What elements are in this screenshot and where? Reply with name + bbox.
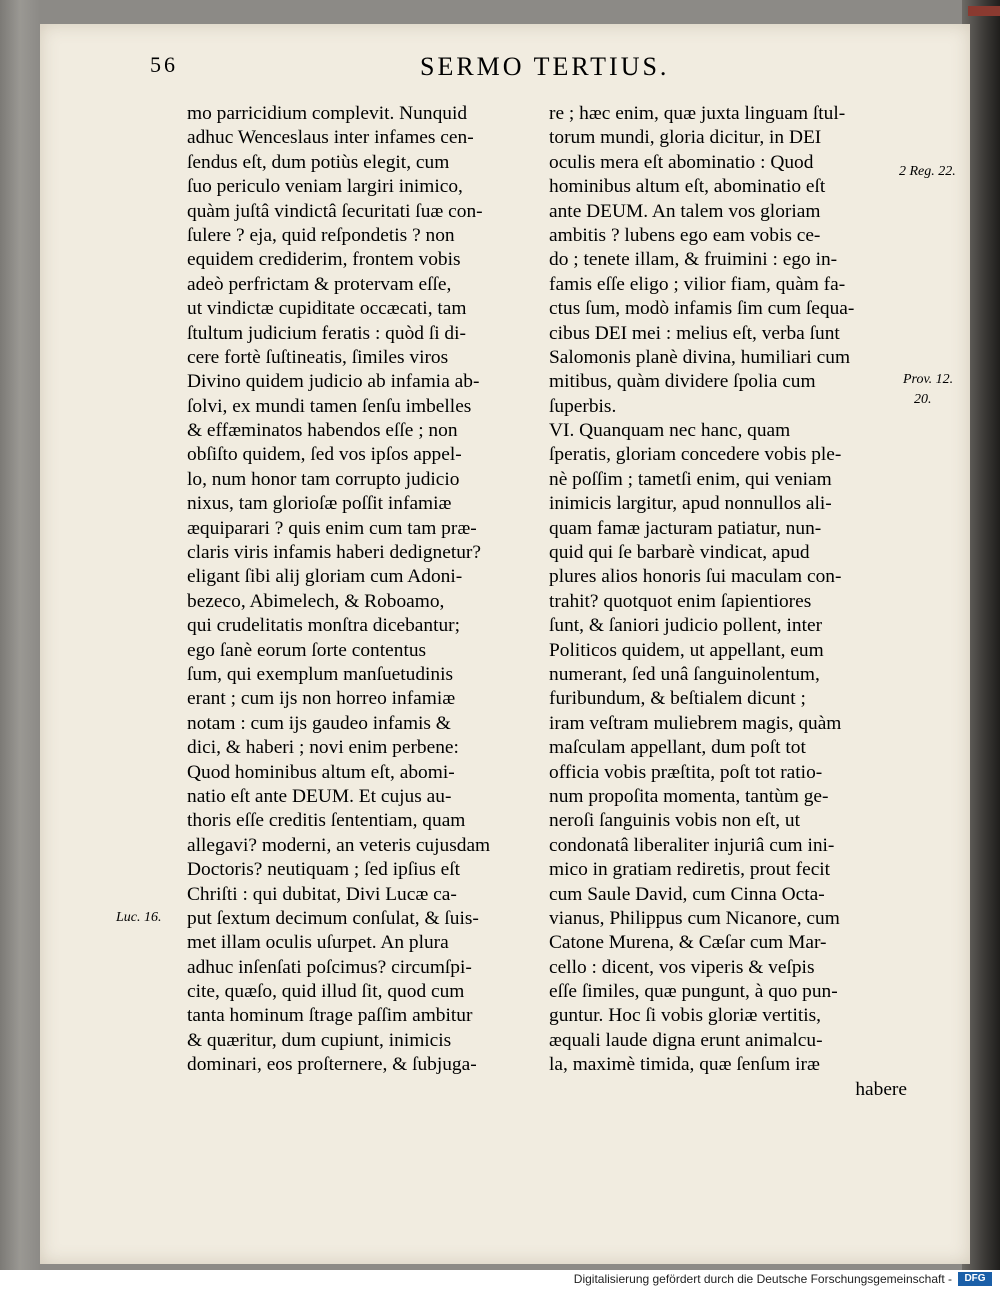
text-line: officia vobis præſtita, poſt tot ratio-: [549, 761, 823, 783]
text-line: ſunt, & ſaniori judicio pollent, inter: [549, 615, 823, 637]
text-line: ego ſanè eorum ſorte contentus: [187, 639, 427, 661]
text-line: mo parricidium complevit. Nunquid: [187, 103, 468, 124]
text-line: neroſi ſanguinis vobis non eſt, ut: [549, 810, 800, 832]
text-line: æquali laude digna erunt animalcu-: [549, 1029, 823, 1051]
text-line: vianus, Philippus cum Nicanore, cum: [549, 907, 840, 929]
text-line: equidem crediderim, frontem vobis: [187, 249, 461, 271]
text-line: Doctoris? neutiquam ; ſed ipſius eſt: [187, 859, 461, 881]
dfg-logo: DFG: [958, 1272, 992, 1286]
text-line: quam famæ jacturam patiatur, nun-: [549, 517, 822, 539]
text-line: hominibus altum eſt, abominatio eſt: [549, 176, 826, 198]
text-line: mico in gratiam rediretis, prout fecit: [549, 859, 831, 881]
text-line: ſtultum judicium feratis : quòd ſi di-: [187, 322, 466, 344]
text-line: cum Saule David, cum Cinna Octa-: [549, 883, 825, 905]
margin-note-luke: Luc. 16.: [116, 910, 162, 925]
text-line: quàm juſtâ vindictâ ſecuritati ſuæ con-: [187, 200, 483, 222]
text-line: Catone Murena, & Cæſar cum Mar-: [549, 932, 827, 954]
text-line: cello : dicent, vos viperis & veſpis: [549, 956, 815, 978]
text-line: nixus, tam glorioſæ poſſit infamiæ: [187, 493, 452, 515]
text-line: mitibus, quàm dividere ſpolia cum: [549, 371, 816, 393]
text-line: Quod hominibus altum eſt, abomi-: [187, 761, 455, 783]
text-line: ſum, qui exemplum manſuetudinis: [187, 663, 454, 685]
text-line: ſendus eſt, dum potiùs elegit, cum: [187, 151, 450, 173]
text-line: ſuperbis.: [549, 395, 617, 417]
text-line: eſſe ſimiles, quæ pungunt, à quo pun-: [549, 981, 838, 1003]
page-number: 56: [150, 52, 178, 77]
margin-note-prov: Prov. 12.: [903, 372, 954, 387]
text-line: put ſextum decimum conſulat, & ſuis-: [187, 907, 479, 929]
text-line: torum mundi, gloria dicitur, in DEI: [549, 127, 822, 149]
text-line: ctus ſum, modò infamis ſim cum ſequa-: [549, 298, 855, 320]
text-line: cite, quæſo, quid illud ſit, quod cum: [187, 981, 465, 1003]
text-line: plures alios honoris ſui maculam con-: [549, 566, 842, 588]
text-line: ſperatis, gloriam concedere vobis ple-: [549, 444, 842, 466]
text-line: dominari, eos proſternere, & ſubjuga-: [187, 1054, 477, 1076]
text-line: adhuc Wenceslaus inter infames cen-: [187, 127, 474, 149]
text-line: do ; tenete illam, & fruimini : ego in-: [549, 249, 838, 271]
text-line: inimicis largitur, apud nonnullos ali-: [549, 493, 832, 515]
text-line: Politicos quidem, ut appellant, eum: [549, 639, 824, 661]
text-line: adhuc inſenſati poſcimus? circumſpi-: [187, 956, 472, 978]
text-line: condonatâ liberaliter injuriâ cum ini-: [549, 834, 835, 856]
text-line: obſiſto quidem, ſed vos ipſos appel-: [187, 444, 462, 466]
text-line: cere fortè ſuſtineatis, ſimiles viros: [187, 346, 449, 368]
text-line: quid qui ſe barbarè vindicat, apud: [549, 542, 810, 564]
text-line: tanta hominum ſtrage paſſim ambitur: [187, 1005, 473, 1027]
text-line: trahit? quotquot enim ſapientiores: [549, 590, 812, 612]
text-line: num propoſita momenta, tantùm ge-: [549, 785, 829, 807]
text-line: & effæminatos habendos eſſe ; non: [187, 420, 458, 442]
text-line: dici, & haberi ; novi enim perbene:: [187, 737, 459, 759]
text-line: oculis mera eſt abominatio : Quod: [549, 151, 814, 173]
text-line: nè poſſim ; tametſi enim, qui veniam: [549, 468, 832, 490]
text-line: erant ; cum ijs non horreo infamiæ: [187, 688, 456, 710]
left-text-column: [187, 102, 539, 1078]
text-line: natio eſt ante DEUM. Et cujus au-: [187, 785, 452, 807]
text-line: ut vindictæ cupiditate occæcati, tam: [187, 298, 467, 320]
text-line: la, maximè timida, quæ ſenſum iræ: [549, 1054, 820, 1076]
text-line: VI. Quanquam nec hanc, quam: [549, 420, 791, 442]
text-line: ante DEUM. An talem vos gloriam: [549, 200, 821, 222]
text-line: bezeco, Abimelech, & Roboamo,: [187, 590, 445, 612]
text-line: allegavi? moderni, an veteris cujusdam: [187, 834, 491, 856]
text-line: Chriſti : qui dubitat, Divi Lucæ ca-: [187, 883, 457, 905]
margin-note-reg: 2 Reg. 22.: [899, 164, 956, 179]
text-line: eligant ſibi alij gloriam cum Adoni-: [187, 566, 463, 588]
text-line: adeò perfrictam & protervam eſſe,: [187, 273, 452, 295]
text-line: iram veſtram muliebrem magis, quàm: [549, 712, 842, 734]
text-line: furibundum, & beſtialem dicunt ;: [549, 688, 806, 710]
running-head: SERMO TERTIUS.: [420, 52, 670, 81]
corner-mark: [968, 6, 1000, 16]
text-line: Salomonis planè divina, humiliari cum: [549, 346, 851, 368]
text-line: qui crudelitatis monſtra dicebantur;: [187, 615, 461, 637]
footer-bar: [0, 1270, 1000, 1289]
text-line: guntur. Hoc ſi vobis gloriæ vertitis,: [549, 1005, 821, 1027]
footer-credit: Digitalisierung gefördert durch die Deutsche Forschungsgemeinschaft -: [573, 1272, 952, 1286]
margin-note-prov-verse: 20.: [914, 392, 932, 407]
text-line: famis eſſe eligo ; vilior fiam, quàm fa-: [549, 273, 846, 295]
text-line: lo, num honor tam corrupto judicio: [187, 468, 460, 490]
text-line: thoris eſſe creditis ſententiam, quam: [187, 810, 466, 832]
text-line: Divino quidem judicio ab infamia ab-: [187, 371, 480, 393]
text-line: ſuo periculo veniam largiri inimico,: [187, 176, 463, 198]
text-line: ambitis ? lubens ego eam vobis ce-: [549, 224, 821, 246]
text-line: met illam oculis uſurpet. An plura: [187, 932, 449, 954]
catchword: habere: [855, 1078, 907, 1100]
text-line: notam : cum ijs gaudeo infamis &: [187, 712, 451, 734]
text-line: maſculam appellant, dum poſt tot: [549, 737, 806, 759]
text-line: claris viris infamis haberi dedignetur?: [187, 542, 481, 564]
text-line: æquiparari ? quis enim cum tam præ-: [187, 517, 477, 539]
text-line: numerant, ſed unâ ſanguinolentum,: [549, 663, 820, 685]
text-line: cibus DEI mei : melius eſt, verba ſunt: [549, 322, 840, 344]
text-line: ſulere ? eja, quid reſpondetis ? non: [187, 224, 455, 246]
text-line: re ; hæc enim, quæ juxta linguam ſtul-: [549, 103, 846, 124]
text-line: & quæritur, dum cupiunt, inimicis: [187, 1029, 452, 1051]
right-text-column: [549, 102, 907, 1102]
page-header: [150, 52, 750, 92]
text-line: ſolvi, ex mundi tamen ſenſu imbelles: [187, 395, 472, 417]
